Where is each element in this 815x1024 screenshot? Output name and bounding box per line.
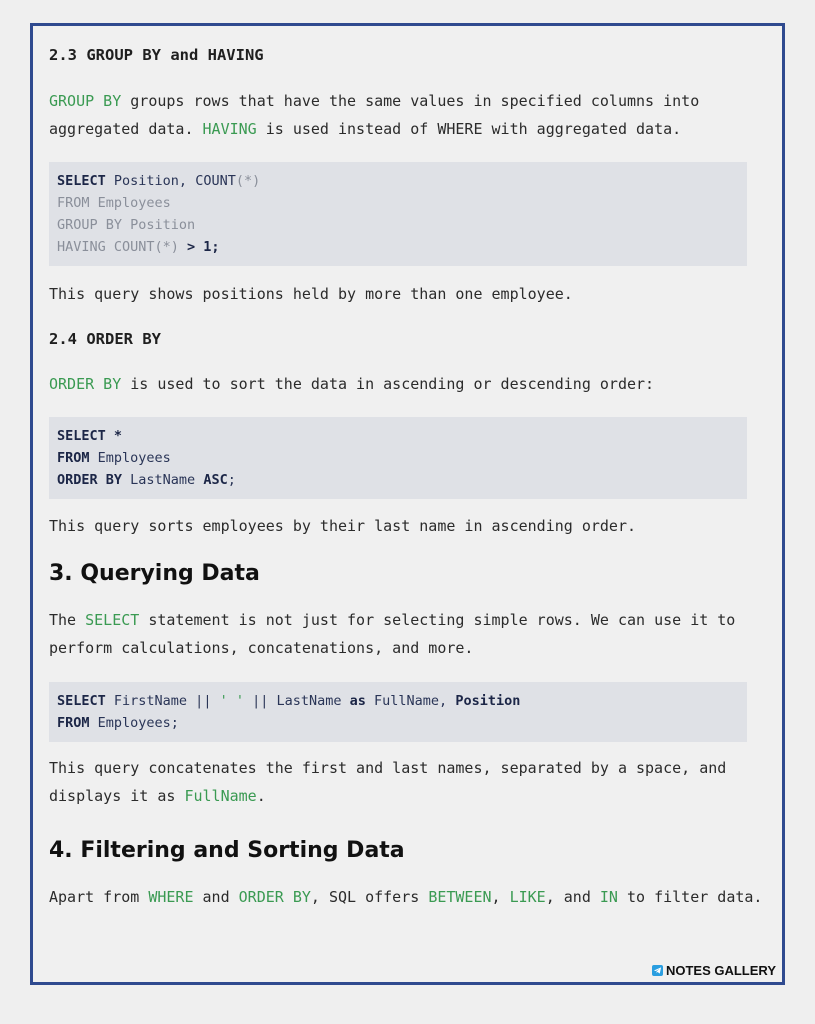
code-line: ORDER BY LastName ASC;	[57, 472, 236, 488]
paragraph-order-by: ORDER BY is used to sort the data in ascending or descending order:	[49, 375, 655, 393]
text: groups rows that have the same values in specified columns into aggregated data.	[49, 92, 700, 138]
keyword-order-by: ORDER BY	[49, 375, 122, 393]
keyword-having: HAVING	[202, 120, 257, 138]
paragraph-concat-note: This query concatenates the first and last names, separated by a space, and displays it as FullName.	[49, 759, 727, 805]
keyword-fullname: FullName	[184, 787, 257, 805]
section-heading-3: 3. Querying Data	[49, 561, 260, 586]
paragraph-filtering: Apart from WHERE and ORDER BY, SQL offers BETWEEN, LIKE, and IN to filter data.	[49, 888, 763, 906]
paragraph-group-by-note: This query shows positions held by more than one employee.	[49, 285, 573, 303]
code-line: FROM Employees;	[57, 715, 179, 731]
brand-label: NOTES GALLERY	[665, 963, 776, 978]
code-line: SELECT Position, COUNT(*)	[57, 173, 261, 189]
code-line: SELECT *	[57, 428, 123, 444]
section-heading-2-4: 2.4 ORDER BY	[49, 330, 161, 348]
paragraph-order-by-note: This query sorts employees by their last name in ascending order.	[49, 517, 636, 535]
code-line: HAVING COUNT(*) > 1;	[57, 239, 220, 255]
code-line: FROM Employees	[57, 195, 171, 211]
code-line: SELECT FirstName || ' ' || LastName as FullName, Position	[57, 693, 521, 709]
code-block-group-by	[49, 162, 747, 266]
section-heading-2-3: 2.3 GROUP BY and HAVING	[49, 46, 264, 64]
paragraph-group-by	[49, 87, 765, 143]
code-line: GROUP BY Position	[57, 217, 196, 233]
section-heading-4: 4. Filtering and Sorting Data	[49, 838, 405, 863]
text: is used instead of WHERE with aggregated data.	[256, 120, 682, 138]
page-frame	[30, 23, 785, 985]
brand-watermark	[652, 963, 776, 978]
keyword-group-by: GROUP BY	[49, 92, 122, 110]
telegram-icon	[652, 965, 663, 976]
code-line: FROM Employees	[57, 450, 171, 466]
keyword-select: SELECT	[85, 611, 140, 629]
paragraph-querying: The SELECT statement is not just for selecting simple rows. We can use it to perform calculations, concatenations, and more.	[49, 611, 736, 657]
code-block-order-by	[49, 417, 747, 499]
code-block-concat	[49, 682, 747, 742]
